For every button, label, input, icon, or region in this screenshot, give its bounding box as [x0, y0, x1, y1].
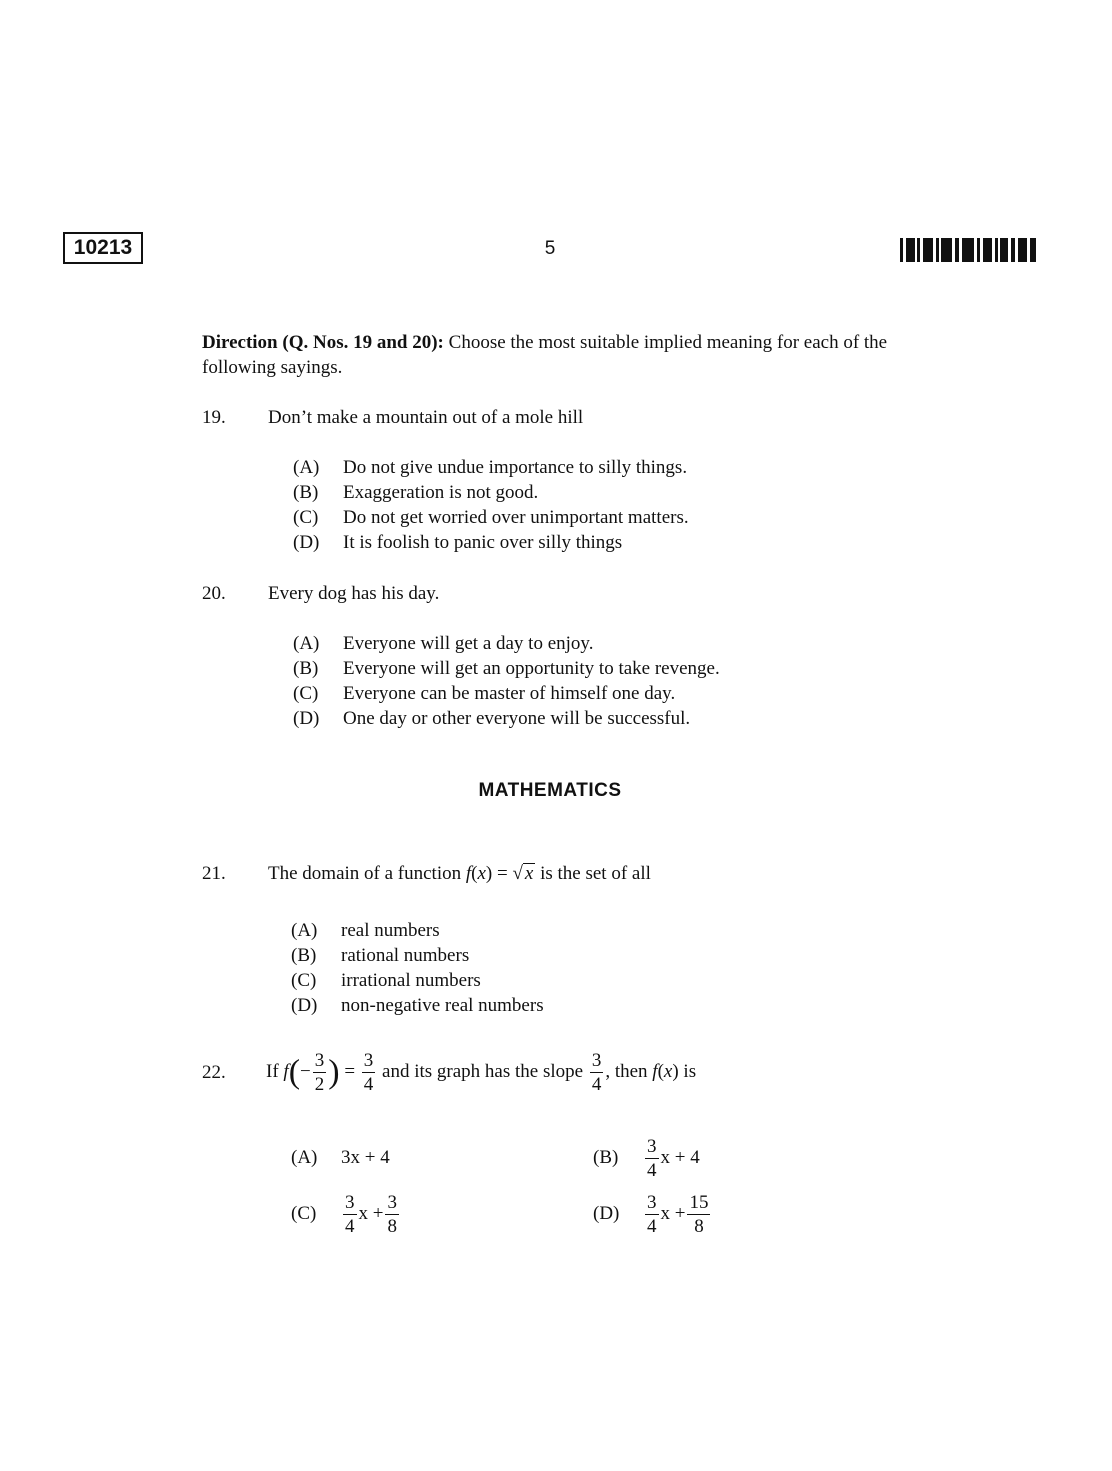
left-paren: ( [288, 1053, 301, 1091]
option-d [293, 706, 720, 731]
option-letter: (C) [291, 1203, 317, 1224]
option-text: non-negative real numbers [341, 995, 544, 1016]
option-letter: (C) [291, 970, 317, 991]
option-letter: (D) [293, 708, 320, 729]
q21-text-before: The domain of a function [268, 863, 462, 884]
fraction: $\frac{3}{2}$ [314, 1050, 325, 1096]
page-number: 5 [544, 238, 556, 259]
option-letter: (B) [593, 1147, 619, 1168]
option-letter: (A) [293, 457, 320, 478]
option-text: Everyone will get a day to enjoy. [343, 633, 594, 654]
q22-if: If [266, 1061, 279, 1082]
question-text: If f(− $\frac{3}{2}$ ) = $\frac{3}{4}$ and its graph has the slope $\frac{3}{4}$ , then f(x) is [266, 1050, 697, 1096]
option-a [293, 455, 689, 480]
option-text: Exaggeration is not good. [343, 482, 539, 503]
section-heading: MATHEMATICS [478, 780, 622, 801]
fraction: $\frac{3}{8}$ [387, 1192, 397, 1238]
option-letter: (B) [291, 945, 317, 966]
question-number: 22. [202, 1062, 226, 1083]
option-text: Do not get worried over unimportant matters. [343, 507, 689, 528]
option-expression: x + [358, 1203, 384, 1224]
option-c [291, 1186, 401, 1242]
option-a [293, 631, 720, 656]
option-letter: (A) [293, 633, 320, 654]
paper-code-box: 10213 [63, 232, 143, 264]
sqrt-radicand: x [524, 863, 534, 884]
option-text: Everyone can be master of himself one day. [343, 683, 676, 704]
question-number: 20. [202, 583, 226, 604]
question-number: 19. [202, 407, 226, 428]
option-text: rational numbers [341, 945, 470, 966]
options-list [293, 455, 689, 555]
option-letter: (D) [291, 995, 318, 1016]
option-b [291, 943, 544, 968]
options-list [291, 918, 544, 1018]
direction-body: Choose the most suitable implied meaning for each of the following sayings. [202, 332, 888, 378]
question-text: The domain of a function f(x) = √ x is the set of all [268, 863, 651, 884]
option-expression: x + [660, 1203, 686, 1224]
option-letter: (A) [291, 920, 318, 941]
function-symbol: f [465, 863, 472, 884]
variable-symbol: x [663, 1061, 673, 1082]
option-letter: (D) [293, 532, 320, 553]
question-number: 21. [202, 863, 226, 884]
variable-symbol: x [477, 863, 486, 884]
option-letter: (D) [593, 1203, 620, 1224]
direction-text [202, 330, 922, 380]
option-a [291, 1145, 390, 1170]
option-text: It is foolish to panic over silly things [343, 532, 623, 553]
option-text: Do not give undue importance to silly things. [343, 457, 688, 478]
option-expression: 3x + 4 [341, 1147, 390, 1168]
sqrt-symbol: √ [512, 863, 523, 884]
fraction: $\frac{15}{8}$ [689, 1192, 709, 1238]
option-c [293, 505, 689, 530]
option-b [593, 1130, 700, 1186]
option-d [291, 993, 544, 1018]
equals-sign: = [496, 863, 508, 884]
function-symbol: f [652, 1061, 658, 1082]
fraction: $\frac{3}{4}$ [591, 1050, 602, 1096]
option-c [291, 968, 544, 993]
option-b [293, 656, 720, 681]
function-symbol: f [283, 1061, 289, 1082]
option-letter: (C) [293, 507, 319, 528]
option-text: irrational numbers [341, 970, 481, 991]
q22-text-mid: and its graph has the slope [382, 1061, 584, 1082]
option-text: Everyone will get an opportunity to take revenge. [343, 658, 720, 679]
option-letter: (B) [293, 658, 319, 679]
option-d [593, 1186, 712, 1242]
option-d [293, 530, 689, 555]
option-a [291, 918, 544, 943]
minus-sign: − [300, 1061, 311, 1082]
q21-text-after: is the set of all [540, 863, 651, 884]
fraction: $\frac{3}{4}$ [647, 1192, 657, 1238]
option-b [293, 480, 689, 505]
option-letter: (A) [291, 1147, 318, 1168]
option-c [293, 681, 720, 706]
option-letter: (B) [293, 482, 319, 503]
fraction: $\frac{3}{4}$ [345, 1192, 355, 1238]
option-expression: x + 4 [660, 1147, 700, 1168]
fraction: $\frac{3}{4}$ [647, 1136, 657, 1182]
direction-label: Direction (Q. Nos. 19 and 20): [202, 332, 444, 353]
fraction: $\frac{3}{4}$ [363, 1050, 374, 1096]
option-text: One day or other everyone will be successful. [343, 708, 691, 729]
options-list [293, 631, 720, 731]
q22-text-then: , then [605, 1061, 648, 1082]
option-text: real numbers [341, 920, 440, 941]
q22-text-is: is [683, 1061, 697, 1082]
barcode-image [900, 238, 1036, 262]
equals-sign: = [344, 1061, 356, 1082]
question-text: Every dog has his day. [268, 583, 440, 604]
question-text: Don’t make a mountain out of a mole hill [268, 407, 584, 428]
option-letter: (C) [293, 683, 319, 704]
right-paren: ) [328, 1053, 340, 1091]
